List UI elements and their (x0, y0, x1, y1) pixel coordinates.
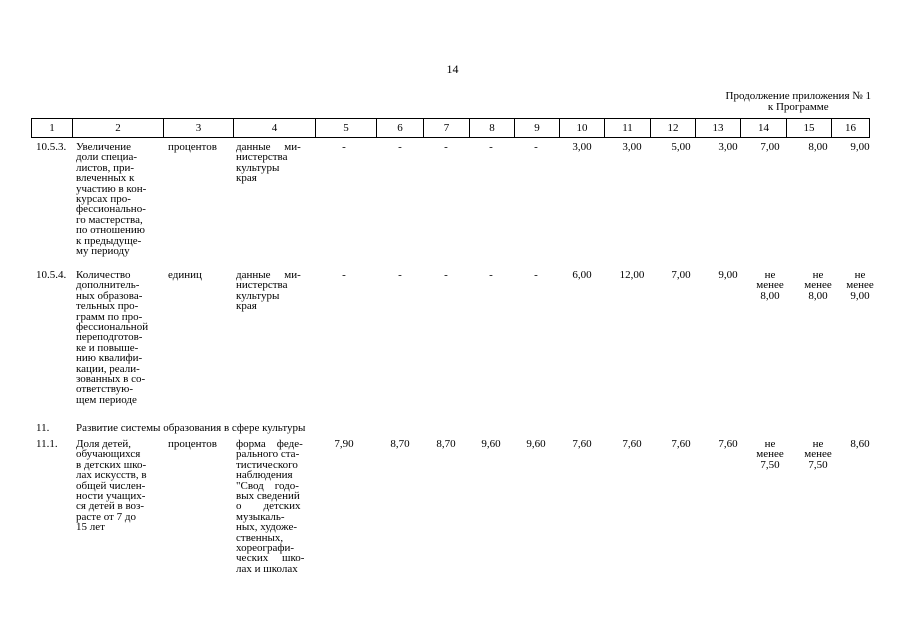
value-col-10: 7,60 (572, 438, 592, 450)
column-number-header (31, 118, 870, 138)
data-source: форма феде- рального ста- тистического наблюдения "Свод годо- вых сведений о детских музыкаль- ных, художе- ственных, хореографи- ческих шко- лах и школах (236, 438, 305, 575)
value-col-6: - (398, 269, 402, 281)
value-col-14: не менее 7,50 (756, 438, 784, 471)
value-col-10: 6,00 (572, 269, 592, 281)
value-col-8: - (489, 141, 493, 153)
col-header-15: 15 (787, 119, 832, 138)
value-col-7: - (444, 269, 448, 281)
value-col-11: 3,00 (622, 141, 642, 153)
col-header-4: 4 (234, 119, 316, 138)
section-title: Развитие системы образования в сфере культуры (76, 422, 306, 434)
value-col-5: - (342, 141, 346, 153)
value-col-12: 5,00 (671, 141, 691, 153)
value-col-9: 9,60 (526, 438, 546, 450)
value-col-15: 8,00 (808, 141, 828, 153)
row-number: 10.5.4. (36, 269, 67, 281)
col-header-14: 14 (741, 119, 787, 138)
value-col-13: 7,60 (718, 438, 738, 450)
col-header-5: 5 (316, 119, 377, 138)
row-number: 11.1. (36, 438, 58, 450)
unit-of-measure: процентов (168, 438, 217, 450)
value-col-7: 8,70 (436, 438, 456, 450)
value-col-12: 7,00 (671, 269, 691, 281)
col-header-8: 8 (470, 119, 515, 138)
value-col-5: 7,90 (334, 438, 354, 450)
page-number: 14 (446, 62, 459, 76)
value-col-15: не менее 8,00 (804, 269, 832, 302)
col-header-13: 13 (696, 119, 741, 138)
col-header-6: 6 (377, 119, 424, 138)
col-header-9: 9 (515, 119, 560, 138)
value-col-14: не менее 8,00 (756, 269, 784, 302)
value-col-6: 8,70 (390, 438, 410, 450)
col-header-11: 11 (605, 119, 651, 138)
col-header-1: 1 (32, 119, 73, 138)
indicator-name: Количество дополнитель- ных образова- тельных про- грамм по про- фессиональной переподготов- ке и повыше- нию квалифи- кации, реали- зованных в со- ответствую- щем периоде (76, 269, 149, 406)
col-header-2: 2 (73, 119, 164, 138)
value-col-16: 9,00 (850, 141, 870, 153)
continuation-note (726, 91, 871, 113)
value-col-8: - (489, 269, 493, 281)
value-col-11: 7,60 (622, 438, 642, 450)
value-col-8: 9,60 (481, 438, 501, 450)
value-col-16: не менее 9,00 (846, 269, 874, 302)
value-col-16: 8,60 (850, 438, 870, 450)
indicator-name: Увеличение доли специа- листов, при- влеченных к участию в кон- курсах про- фессионально- го мастерства, по отношению к предыдуще- му периоду (76, 141, 147, 258)
col-header-16: 16 (832, 119, 870, 138)
unit-of-measure: процентов (168, 141, 217, 153)
data-source: данные ми- нистерства культуры края (236, 141, 301, 185)
value-col-13: 3,00 (718, 141, 738, 153)
value-col-9: - (534, 141, 538, 153)
value-col-15: не менее 7,50 (804, 438, 832, 471)
value-col-6: - (398, 141, 402, 153)
continuation-line-2: к Программе (767, 101, 829, 113)
indicator-name: Доля детей, обучающихся в детских шко- лах искусств, в общей числен- ности учащих- ся детей в воз- расте от 7 до 15 лет (76, 438, 147, 534)
unit-of-measure: единиц (168, 269, 202, 281)
col-header-10: 10 (560, 119, 605, 138)
value-col-9: - (534, 269, 538, 281)
data-source: данные ми- нистерства культуры края (236, 269, 301, 313)
value-col-11: 12,00 (619, 269, 645, 281)
value-col-12: 7,60 (671, 438, 691, 450)
value-col-10: 3,00 (572, 141, 592, 153)
col-header-3: 3 (164, 119, 234, 138)
value-col-13: 9,00 (718, 269, 738, 281)
row-number: 10.5.3. (36, 141, 67, 153)
value-col-7: - (444, 141, 448, 153)
col-header-12: 12 (651, 119, 696, 138)
row-number: 11. (36, 422, 50, 434)
continuation-line-1: Продолжение приложения № 1 (725, 90, 871, 102)
col-header-7: 7 (424, 119, 470, 138)
value-col-5: - (342, 269, 346, 281)
value-col-14: 7,00 (760, 141, 780, 153)
